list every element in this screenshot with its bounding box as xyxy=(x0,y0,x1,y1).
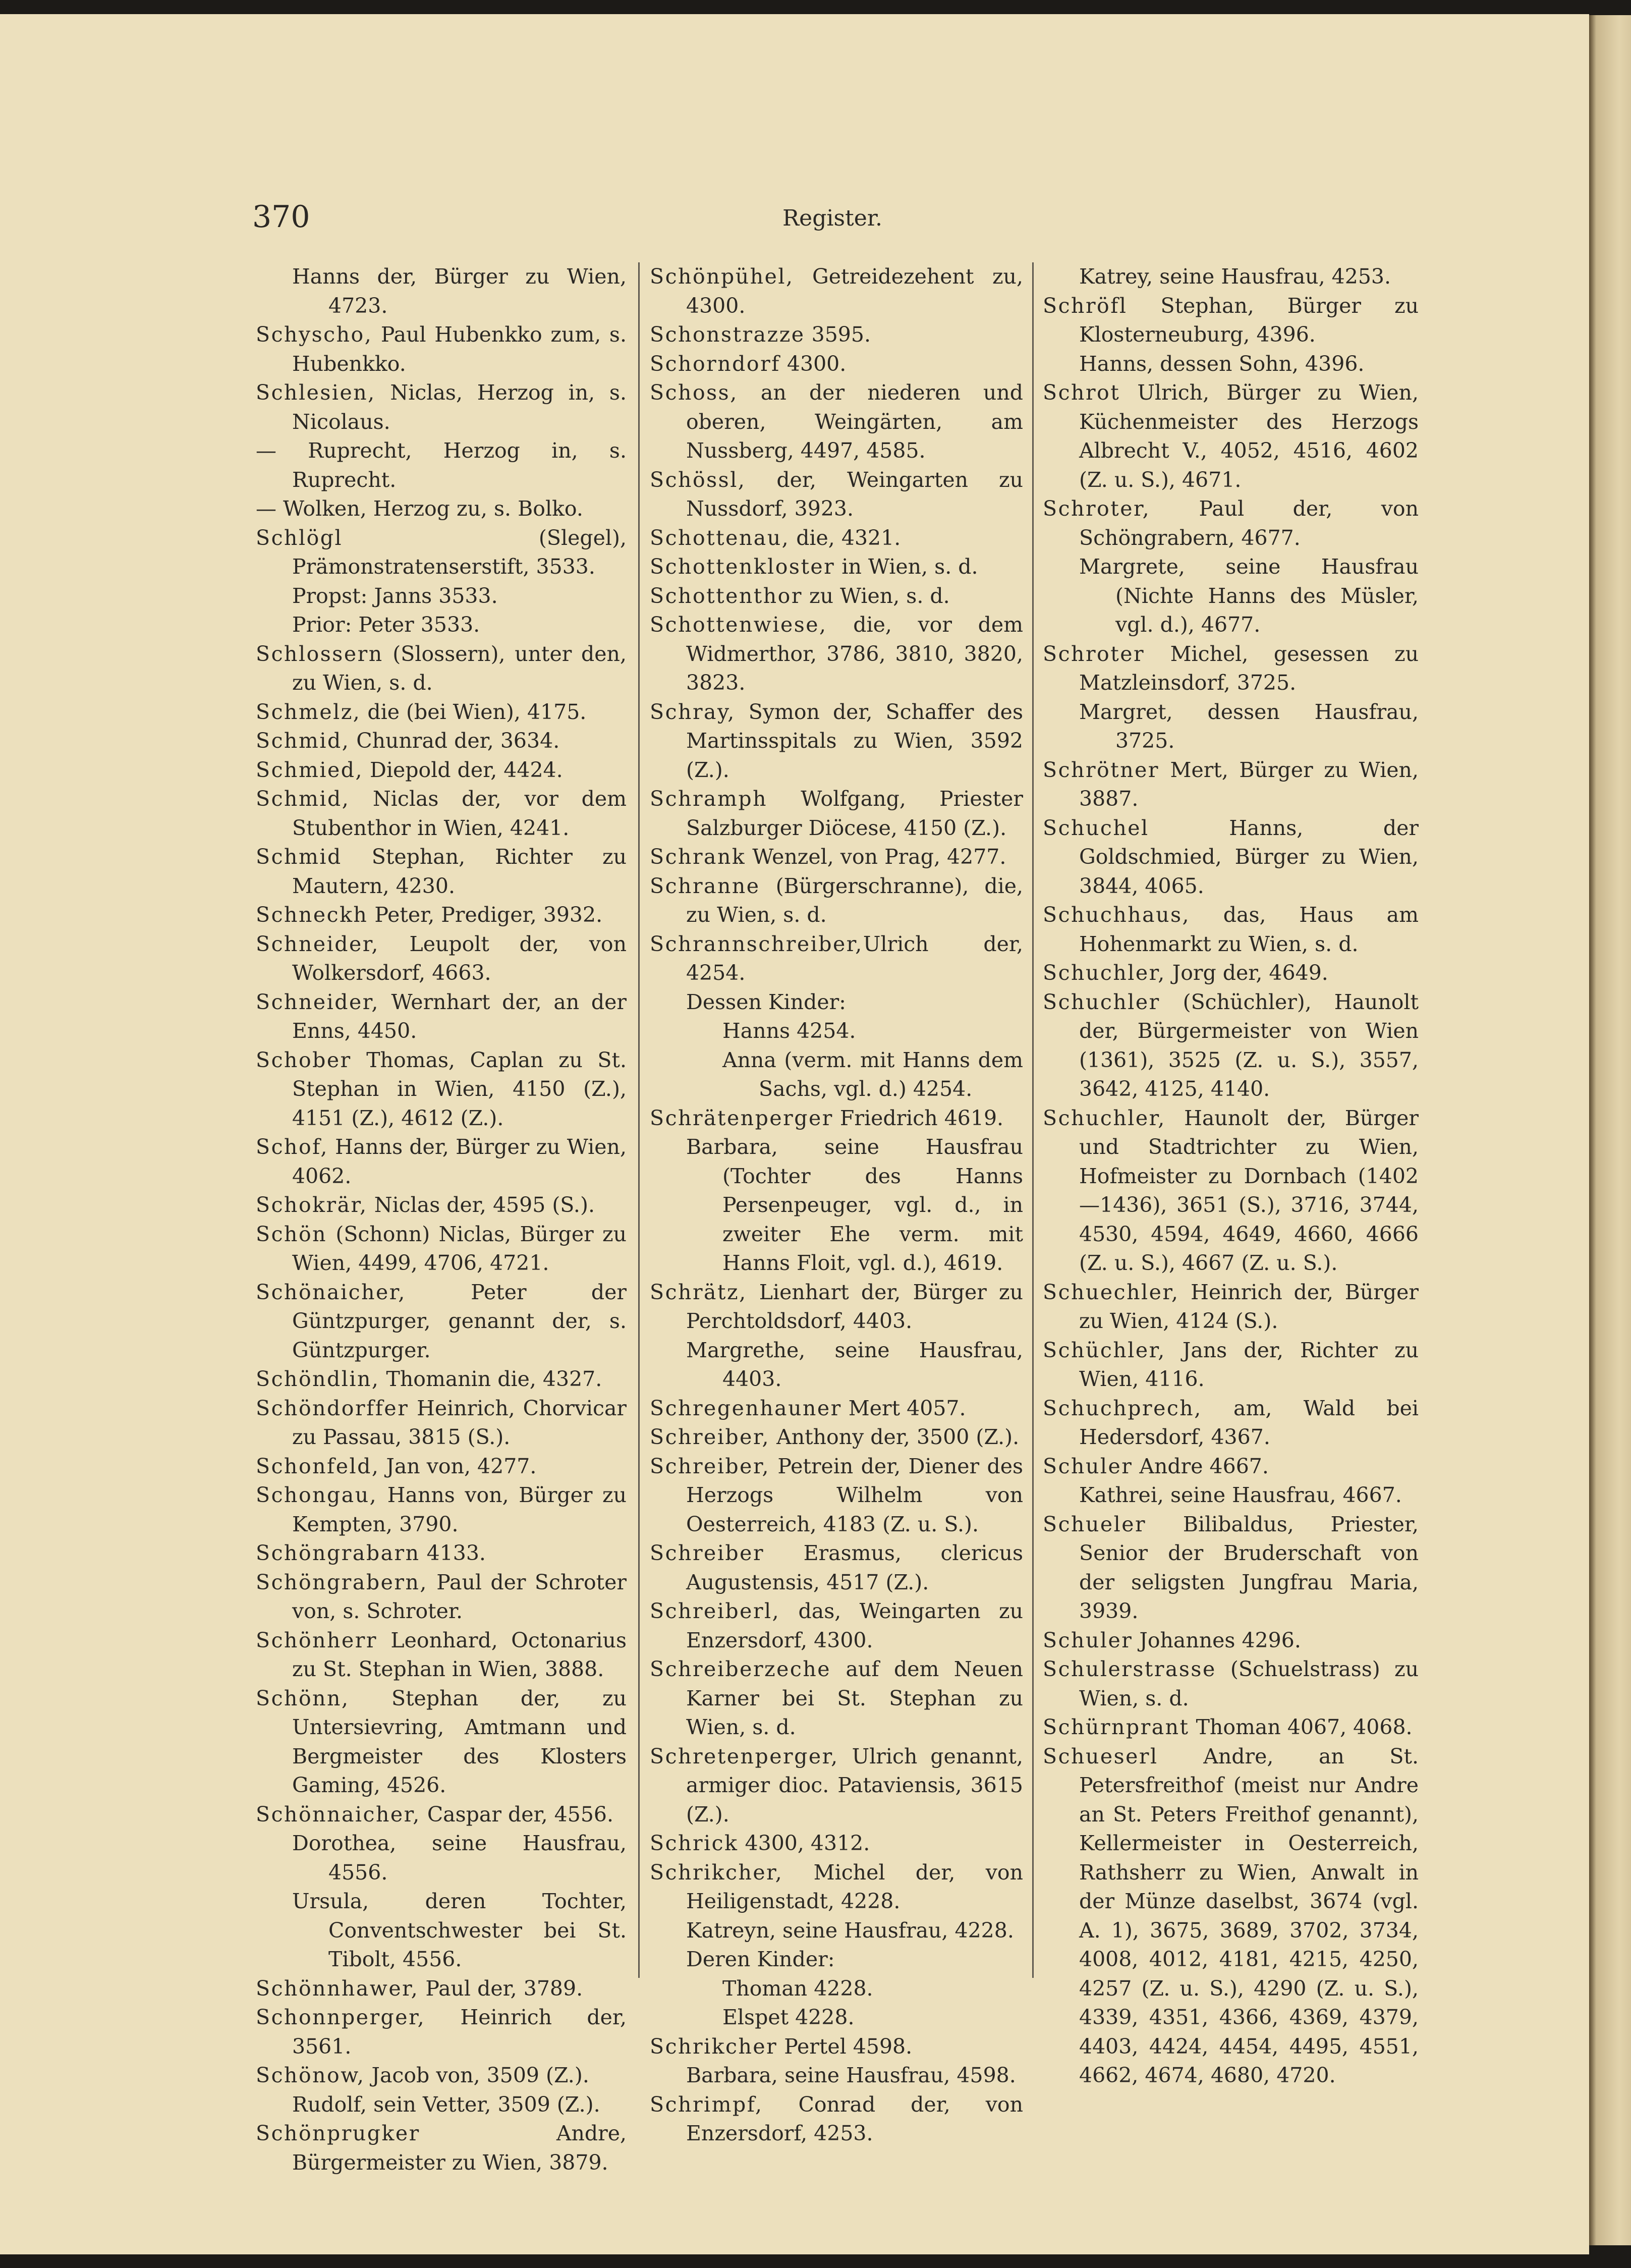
entry-text: Michel, gesessen zu Matzleinsdorf, 3725. xyxy=(1079,641,1419,695)
entry-text: Wolfgang, Priester Salzburger Diöcese, 4150 (Z.). xyxy=(686,787,1023,840)
entry-text: Barbara, seine Hausfrau (Tochter des Hanns Persenpeuger, vgl. d., in zweiter Ehe verm. mit Hanns Floit, vgl. d.), 4619. xyxy=(686,1135,1023,1275)
register-entry xyxy=(1043,1742,1419,2090)
entry-text: Erasmus, clericus Augustensis, 4517 (Z.). xyxy=(686,1541,1023,1594)
entry-text: Stephan, Bürger zu Klosterneuburg, 4396. xyxy=(1079,293,1419,347)
entry-headword: Schottenau, xyxy=(650,525,790,550)
entry-headword: Schürnprant xyxy=(1043,1715,1190,1739)
register-entry xyxy=(256,727,627,756)
register-entry xyxy=(1043,292,1419,350)
entry-text: 3595. xyxy=(805,322,871,347)
register-entry xyxy=(650,872,1023,930)
register-entry xyxy=(256,1046,627,1133)
entry-headword: Schonstrazze xyxy=(650,322,805,347)
register-entry xyxy=(686,1133,1023,1278)
entry-headword: Schretenperger, xyxy=(650,1744,839,1768)
page-edge xyxy=(1589,15,1631,2245)
entry-text: Propst: Janns 3533. xyxy=(292,583,498,608)
entry-text: Getreidezehent zu, 4300. xyxy=(686,264,1023,318)
entry-text: Thomanin die, 4327. xyxy=(379,1367,602,1391)
entry-text: Deren Kinder: xyxy=(686,1947,835,1971)
entry-text: Jan von, 4277. xyxy=(379,1454,537,1478)
entry-text: Rudolf, sein Vetter, 3509 (Z.). xyxy=(292,2092,600,2117)
entry-text: Symon der, Schaffer des Martinsspitals zu Wien, 3592 (Z.). xyxy=(686,699,1023,782)
entry-text: Paul Hubenkko zum, s. Hubenkko. xyxy=(292,322,627,376)
column-divider xyxy=(1032,262,1034,1978)
entry-text: Hanns, der Goldschmied, Bürger zu Wien, 3844, 4065. xyxy=(1079,815,1419,898)
entry-headword: Schlögl xyxy=(256,525,343,550)
register-entry xyxy=(650,1394,1023,1423)
entry-headword: Schrimpf, xyxy=(650,2092,763,2117)
register-entry xyxy=(650,1539,1023,1597)
entry-headword: Schroter xyxy=(1043,641,1145,666)
entry-headword: Schneider, xyxy=(256,989,379,1014)
register-entry xyxy=(256,1365,627,1394)
entry-headword: Schönow, xyxy=(256,2063,365,2087)
register-entry xyxy=(650,320,1023,350)
register-entry xyxy=(256,1684,627,1800)
entry-text: Johannes 4296. xyxy=(1133,1628,1301,1652)
entry-text: Caspar der, 4556. xyxy=(420,1802,614,1827)
register-entry xyxy=(650,930,1023,988)
register-entry xyxy=(292,1887,627,1974)
entry-text: Hanns 4254. xyxy=(722,1019,856,1043)
entry-headword: Schrannschreiber, xyxy=(650,931,863,956)
register-entry xyxy=(256,698,627,727)
entry-text: zu Wien, s. d. xyxy=(802,583,950,608)
entry-headword: Schuchler xyxy=(1043,989,1160,1014)
entry-headword: Schönherr xyxy=(256,1628,377,1652)
entry-headword: Schönprugker xyxy=(256,2121,420,2145)
entry-headword: Schössl, xyxy=(650,467,746,492)
entry-text: Friedrich 4619. xyxy=(833,1105,1004,1130)
entry-text: Conrad der, von Enzersdorf, 4253. xyxy=(686,2092,1023,2145)
entry-text: Thomas, Caplan zu St. Stephan in Wien, 4150 (Z.), 4151 (Z.), 4612 (Z.). xyxy=(292,1047,627,1130)
register-entry xyxy=(1079,698,1419,756)
entry-text: Ulrich, Bürger zu Wien, Küchenmeister des Herzogs Albrecht V., 4052, 4516, 4602 (Z. u. S.), 4671. xyxy=(1079,380,1419,492)
entry-text: (Schuelstrass) zu Wien, s. d. xyxy=(1079,1657,1419,1710)
register-entry xyxy=(650,785,1023,843)
entry-headword: Schottenwiese, xyxy=(650,613,827,637)
register-entry xyxy=(650,1655,1023,1742)
entry-headword: Schneider, xyxy=(256,931,379,956)
entry-text: Diepold der, 4424. xyxy=(363,757,563,782)
entry-headword: Schönnhawer, xyxy=(256,1976,419,2001)
entry-text: Anna (verm. mit Hanns dem Sachs, vgl. d.) 4254. xyxy=(722,1047,1023,1101)
entry-text: Peter, Prediger, 3932. xyxy=(368,903,603,927)
entry-text: Hanns, dessen Sohn, 4396. xyxy=(1079,351,1365,376)
register-entry xyxy=(256,901,627,930)
entry-headword: Schöndlin, xyxy=(256,1367,380,1391)
entry-headword: Schreiberzeche xyxy=(650,1657,831,1681)
entry-text: Ulrich der, 4254. xyxy=(686,931,1023,985)
register-entry xyxy=(722,1017,1023,1046)
entry-text: Thoman 4228. xyxy=(722,1976,873,2001)
entry-text: Heinrich der, 3561. xyxy=(292,2005,627,2059)
entry-headword: Schöngrabern, xyxy=(256,1570,428,1594)
entry-headword: Schroter, xyxy=(1043,496,1151,521)
entry-headword: Schrank xyxy=(650,845,746,869)
register-entry xyxy=(256,2003,627,2061)
register-entry xyxy=(292,1829,627,1887)
register-entry xyxy=(1043,1336,1419,1394)
register-entry xyxy=(650,1423,1023,1452)
entry-headword: Schottenkloster xyxy=(650,555,835,579)
register-entry xyxy=(686,1336,1023,1394)
register-entry xyxy=(256,1220,627,1278)
entry-text: (Schonn) Niclas, Bürger zu Wien, 4499, 4706, 4721. xyxy=(292,1222,627,1275)
register-entry xyxy=(256,320,627,378)
register-entry xyxy=(256,785,627,843)
entry-text: Hanns von, Bürger zu Kempten, 3790. xyxy=(292,1483,627,1536)
entry-headword: Schmelz, xyxy=(256,699,361,724)
entry-headword: Schuler xyxy=(1043,1628,1133,1652)
entry-text: in Wien, s. d. xyxy=(835,555,978,579)
entry-text: Wenzel, von Prag, 4277. xyxy=(746,845,1006,869)
entry-text: Leupolt der, von Wolkersdorf, 4663. xyxy=(292,931,627,985)
entry-headword: Schrick xyxy=(650,1831,739,1855)
register-entry xyxy=(1043,1713,1419,1742)
register-entry xyxy=(256,1974,627,2004)
entry-headword: Schramph xyxy=(650,787,768,811)
entry-headword: Schuler xyxy=(1043,1454,1133,1478)
entry-headword: Schottenthor xyxy=(650,583,803,608)
column-divider xyxy=(638,262,640,1978)
entry-text: Katreyn, seine Hausfrau, 4228. xyxy=(686,1918,1014,1943)
register-entry xyxy=(256,843,627,901)
entry-text: Dorothea, seine Hausfrau, 4556. xyxy=(292,1831,627,1885)
entry-text: 4133. xyxy=(420,1541,486,1565)
entry-headword: Schlossern xyxy=(256,641,383,666)
entry-text: Lienhart der, Bürger zu Perchtoldsdorf, 4403. xyxy=(686,1280,1023,1333)
entry-text: (Slossern), unter den, zu Wien, s. d. xyxy=(292,641,627,695)
entry-text: Peter der Güntzpurger, genannt der, s. Güntzpurger. xyxy=(292,1280,627,1362)
entry-text: Leonhard, Octonarius zu St. Stephan in Wien, 3888. xyxy=(292,1628,627,1681)
entry-headword: Schönpühel, xyxy=(650,264,794,289)
register-entry xyxy=(722,2003,1023,2032)
entry-headword: Schuchler, xyxy=(1043,961,1166,985)
entry-text: Ulrich genannt, armiger dioc. Pataviensis, 3615 (Z.). xyxy=(686,1744,1023,1827)
register-entry xyxy=(292,611,627,640)
entry-text: Mert, Bürger zu Wien, 3887. xyxy=(1079,757,1419,811)
entry-text: Andre, Bürgermeister zu Wien, 3879. xyxy=(292,2121,627,2175)
entry-text: Heinrich, Chorvicar zu Passau, 3815 (S.). xyxy=(292,1396,627,1449)
register-entry xyxy=(1043,640,1419,698)
entry-text: 4300. xyxy=(780,351,847,376)
entry-headword: Schreiber, xyxy=(650,1425,770,1449)
entry-headword: Schrot xyxy=(1043,380,1120,405)
register-entry xyxy=(1043,1510,1419,1626)
entry-headword: Schneckh xyxy=(256,903,368,927)
entry-headword: Schonnperger, xyxy=(256,2005,426,2029)
register-entry xyxy=(256,436,627,494)
entry-headword: Schöndorffer xyxy=(256,1396,409,1420)
entry-headword: Schuchel xyxy=(1043,815,1149,840)
entry-text: die, 4321. xyxy=(790,525,901,550)
entry-headword: Schranne xyxy=(650,873,760,898)
register-entry xyxy=(256,640,627,698)
entry-text: Jans der, Richter zu Wien, 4116. xyxy=(1079,1338,1419,1391)
register-entry xyxy=(686,1916,1023,1946)
entry-headword: Schuchler, xyxy=(1043,1105,1166,1130)
register-entry xyxy=(722,1046,1023,1104)
entry-text: die (bei Wien), 4175. xyxy=(361,699,587,724)
entry-headword: Schober xyxy=(256,1047,352,1072)
entry-text: auf dem Neuen Karner bei St. Stephan zu Wien, s. d. xyxy=(686,1657,1023,1739)
entry-text: Prior: Peter 3533. xyxy=(292,613,480,637)
entry-text: Elspet 4228. xyxy=(722,2005,855,2029)
register-entry xyxy=(650,698,1023,785)
entry-headword: Schuechler, xyxy=(1043,1280,1179,1304)
entry-headword: Schyscho, xyxy=(256,322,373,347)
register-entry xyxy=(256,988,627,1046)
entry-text: das, Haus am Hohenmarkt zu Wien, s. d. xyxy=(1079,903,1419,956)
register-entry xyxy=(650,552,1023,582)
entry-text: Niclas der, 4595 (S.). xyxy=(367,1193,595,1217)
entry-text: Niclas der, vor dem Stubenthor in Wien, 4241. xyxy=(292,787,627,840)
entry-text: Anthony der, 3500 (Z.). xyxy=(770,1425,1020,1449)
register-entry xyxy=(650,1858,1023,1916)
register-entry xyxy=(256,930,627,988)
entry-headword: Schonfeld, xyxy=(256,1454,380,1478)
entry-text: Margret, dessen Hausfrau, 3725. xyxy=(1079,699,1419,753)
register-entry xyxy=(256,1278,627,1365)
entry-text: Kathrei, seine Hausfrau, 4667. xyxy=(1079,1483,1402,1507)
register-entry xyxy=(1043,494,1419,552)
register-entry xyxy=(292,262,627,320)
register-entry xyxy=(650,1742,1023,1830)
register-entry xyxy=(256,378,627,436)
register-entry xyxy=(256,1626,627,1684)
entry-text: Jacob von, 3509 (Z.). xyxy=(365,2063,589,2087)
register-entry xyxy=(292,2090,627,2120)
register-entry xyxy=(256,1452,627,1481)
register-entry xyxy=(1043,1655,1419,1713)
entry-text: Margrete, seine Hausfrau (Nichte Hanns des Müsler, vgl. d.), 4677. xyxy=(1079,555,1419,637)
entry-headword: Schlesien, xyxy=(256,380,376,405)
register-entry xyxy=(686,988,1023,1017)
entry-text: (Schüchler), Haunolt der, Bürgermeister von Wien (1361), 3525 (Z. u. S.), 3557, 3642, 4125, 4140. xyxy=(1079,989,1419,1101)
entry-text: Thoman 4067, 4068. xyxy=(1189,1715,1413,1739)
entry-headword: Schueler xyxy=(1043,1512,1147,1536)
entry-text: Hanns der, Bürger zu Wien, 4723. xyxy=(292,264,627,318)
entry-text: Paul der Schroter von, s. Schroter. xyxy=(292,1570,627,1623)
register-entry xyxy=(256,1394,627,1452)
entry-text: — Wolken, Herzog zu, s. Bolko. xyxy=(256,496,583,521)
entry-headword: Schön xyxy=(256,1222,327,1246)
entry-headword: Schönnaicher, xyxy=(256,1802,421,1827)
entry-headword: Schrikcher xyxy=(650,2034,778,2059)
register-entry xyxy=(686,1945,1023,1974)
entry-headword: Schrikcher, xyxy=(650,1860,783,1885)
register-entry xyxy=(650,1104,1023,1133)
register-entry xyxy=(1043,1278,1419,1336)
entry-headword: Schrätz, xyxy=(650,1280,747,1304)
entry-text: Dessen Kinder: xyxy=(686,989,846,1014)
entry-text: Petrein der, Diener des Herzogs Wilhelm von Oesterreich, 4183 (Z. u. S.). xyxy=(686,1454,1023,1536)
register-entry xyxy=(650,262,1023,320)
entry-text: — Ruprecht, Herzog in, s. Ruprecht. xyxy=(256,438,627,492)
register-column-1 xyxy=(256,262,627,2175)
entry-headword: Schray, xyxy=(650,699,736,724)
entry-text: Paul der, von Schöngrabern, 4677. xyxy=(1079,496,1419,550)
entry-text: Andre 4667. xyxy=(1133,1454,1269,1478)
entry-text: die, vor dem Widmerthor, 3786, 3810, 3820, 3823. xyxy=(686,613,1023,695)
register-entry xyxy=(650,1829,1023,1858)
register-entry xyxy=(256,524,627,582)
register-entry xyxy=(292,582,627,611)
register-entry xyxy=(650,524,1023,553)
register-entry xyxy=(650,611,1023,698)
register-entry xyxy=(256,494,627,524)
entry-headword: Schueserl xyxy=(1043,1744,1158,1768)
entry-headword: Schröfl xyxy=(1043,293,1128,318)
register-entry xyxy=(256,1191,627,1220)
entry-text: Katrey, seine Hausfrau, 4253. xyxy=(1079,264,1391,289)
entry-headword: Schof, xyxy=(256,1135,328,1159)
page-header xyxy=(252,199,1413,240)
entry-headword: Schreiberl, xyxy=(650,1599,780,1623)
register-entry xyxy=(650,350,1023,379)
entry-text: Margrethe, seine Hausfrau, 4403. xyxy=(686,1338,1023,1391)
entry-headword: Schokrär, xyxy=(256,1193,368,1217)
entry-text: Mert 4057. xyxy=(841,1396,966,1420)
register-entry xyxy=(1043,901,1419,959)
register-entry xyxy=(650,2090,1023,2148)
register-entry xyxy=(650,582,1023,611)
entry-headword: Schmid, xyxy=(256,787,350,811)
register-entry xyxy=(650,466,1023,524)
register-entry xyxy=(1079,1481,1419,1510)
entry-text: Chunrad der, 3634. xyxy=(350,729,560,753)
entry-headword: Schöngrabarn xyxy=(256,1541,420,1565)
entry-headword: Schregenhauner xyxy=(650,1396,842,1420)
register-column-2 xyxy=(650,262,1023,2145)
entry-text: Bilibaldus, Priester, Senior der Bruderschaft von der seligsten Jungfrau Maria, 3939. xyxy=(1079,1512,1419,1623)
entry-headword: Schmid, xyxy=(256,729,350,753)
entry-headword: Schreiber xyxy=(650,1541,765,1565)
register-entry xyxy=(256,1481,627,1539)
register-entry xyxy=(1043,959,1419,988)
entry-text: Niclas, Herzog in, s. Nicolaus. xyxy=(292,380,627,434)
register-entry xyxy=(1043,1394,1419,1452)
entry-text: Stephan, Richter zu Mautern, 4230. xyxy=(292,845,627,898)
entry-text: Ursula, deren Tochter, Conventschwester bei St. Tibolt, 4556. xyxy=(292,1889,627,1971)
entry-headword: Schmid xyxy=(256,845,342,869)
entry-headword: Schongau, xyxy=(256,1483,378,1507)
entry-headword: Schorndorf xyxy=(650,351,780,376)
register-entry xyxy=(650,1597,1023,1655)
entry-headword: Schrötner xyxy=(1043,757,1159,782)
entry-headword: Schüchler, xyxy=(1043,1338,1166,1362)
register-entry xyxy=(256,2061,627,2090)
register-entry xyxy=(650,843,1023,872)
register-entry xyxy=(1043,756,1419,814)
register-entry xyxy=(256,1539,627,1568)
entry-headword: Schoss, xyxy=(650,380,738,405)
register-entry xyxy=(1043,988,1419,1104)
entry-text: Michel der, von Heiligenstadt, 4228. xyxy=(686,1860,1023,1913)
entry-headword: Schreiber, xyxy=(650,1454,770,1478)
register-entry xyxy=(650,1452,1023,1539)
entry-text: Pertel 4598. xyxy=(777,2034,913,2059)
register-entry xyxy=(256,1568,627,1626)
entry-headword: Schulerstrasse xyxy=(1043,1657,1216,1681)
page-number: 370 xyxy=(252,199,310,235)
register-entry xyxy=(1079,262,1419,292)
entry-headword: Schönaicher, xyxy=(256,1280,406,1304)
entry-text: Paul der, 3789. xyxy=(419,1976,583,2001)
entry-text: am, Wald bei Hedersdorf, 4367. xyxy=(1079,1396,1419,1449)
entry-text: das, Weingarten zu Enzersdorf, 4300. xyxy=(686,1599,1023,1652)
register-entry xyxy=(256,1133,627,1191)
entry-text: Jorg der, 4649. xyxy=(1165,961,1328,985)
entry-headword: Schuchhaus, xyxy=(1043,903,1191,927)
register-entry xyxy=(1043,1626,1419,1655)
running-title: Register. xyxy=(782,205,882,231)
register-entry xyxy=(256,2119,627,2177)
register-entry xyxy=(1079,552,1419,640)
entry-text: Heinrich der, Bürger zu Wien, 4124 (S.). xyxy=(1079,1280,1419,1333)
entry-text: (Slegel), Prämonstratenserstift, 3533. xyxy=(292,525,627,579)
register-entry xyxy=(650,2032,1023,2062)
register-entry xyxy=(686,2061,1023,2090)
register-entry xyxy=(650,378,1023,466)
entry-text: 4300, 4312. xyxy=(738,1831,870,1855)
entry-text: Wernhart der, an der Enns, 4450. xyxy=(292,989,627,1043)
register-entry xyxy=(1043,378,1419,494)
entry-text: Stephan der, zu Untersievring, Amtmann und Bergmeister des Klosters Gaming, 4526. xyxy=(292,1686,627,1797)
entry-text: Haunolt der, Bürger und Stadtrichter zu Wien, Hofmeister zu Dornbach (1402—1436), 3651 (S.), 3716, 3744, 4530, 4594, 4649, 4660, 4666 (Z. u. S.), 4667 (Z. u. S.). xyxy=(1079,1105,1419,1275)
entry-text: Andre, an St. Petersfreithof (meist nur Andre an St. Peters Freithof genannt), Kellermeister in Oesterreich, Rathsherr zu Wien, Anwalt in der Münze daselbst, 3674 (vgl. A. 1), 3675, 3689, 3702, 3734, 4008, 4012, 4181, 4215, 4250, 4257 (Z. u. S.), 4290 (Z. u. S.), 4339, 4351, 4366, 4369, 4379, 4403, 4424, 4454, 4495, 4551, 4662, 4674, 4680, 4720. xyxy=(1079,1744,1419,2087)
entry-headword: Schmied, xyxy=(256,757,363,782)
entry-headword: Schönn, xyxy=(256,1686,350,1710)
entry-text: Hanns der, Bürger zu Wien, 4062. xyxy=(292,1135,627,1188)
entry-text: (Bürgerschranne), die, zu Wien, s. d. xyxy=(686,873,1023,927)
entry-headword: Schrätenperger xyxy=(650,1105,833,1130)
entry-headword: Schuchprech, xyxy=(1043,1396,1202,1420)
register-column-3 xyxy=(1043,262,1419,2087)
register-entry xyxy=(1043,1104,1419,1278)
register-entry xyxy=(256,756,627,785)
register-entry xyxy=(722,1974,1023,2004)
entry-text: an der niederen und oberen, Weingärten, am Nussberg, 4497, 4585. xyxy=(686,380,1023,463)
register-entry xyxy=(1043,1452,1419,1481)
register-entry xyxy=(650,1278,1023,1336)
entry-text: Barbara, seine Hausfrau, 4598. xyxy=(686,2063,1016,2087)
register-entry xyxy=(256,1800,627,1830)
register-entry xyxy=(1079,350,1419,379)
register-entry xyxy=(1043,814,1419,901)
entry-text: der, Weingarten zu Nussdorf, 3923. xyxy=(686,467,1023,521)
